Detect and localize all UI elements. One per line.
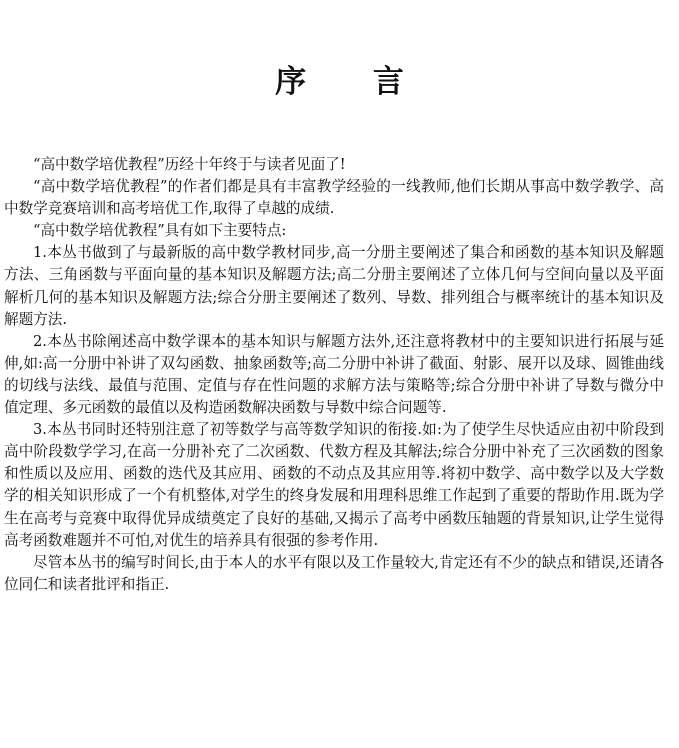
preface-body [4, 154, 664, 596]
paragraph-closing: 尽管本丛书的编写时间长,由于本人的水平有限以及工作量较大,肯定还有不少的缺点和错误,还请各位同仁和读者批评和指正. [4, 553, 664, 593]
page-title: 序 言 [275, 64, 432, 100]
paragraph-features-lead: “高中数学培优教程”具有如下主要特点: [33, 222, 287, 240]
paragraph-authors: “高中数学培优教程”的作者们都是具有丰富教学经验的一线教师,他们长期从事高中数学教学、高中数学竞赛培训和高考培优工作,取得了卓越的成绩. [4, 178, 664, 218]
paragraph-feature-2: 2.本丛书除阐述高中数学课本的基本知识与解题方法外,还注意将教材中的主要知识进行拓展与延伸,如:高一分册中补讲了双勾函数、抽象函数等;高二分册中补讲了截面、射影、展开以及球、圆锥曲线的切线与法线、最值与范围、定值与存在性问题的求解方法与策略等;综合分册中补讲了导数与微分中值定理、多元函数的最值以及构造函数解决函数与导数中综合问题等. [4, 332, 664, 417]
paragraph-feature-1: 1.本丛书做到了与最新版的高中数学教材同步,高一分册主要阐述了集合和函数的基本知识及解题方法、三角函数与平面向量的基本知识及解题方法;高二分册主要阐述了立体几何与空间向量以及平面解析几何的基本知识及解题方法;综合分册主要阐述了数列、导数、排列组合与概率统计的基本知识及解题方法. [4, 244, 664, 328]
paragraph-feature-3: 3.本丛书同时还特别注意了初等数学与高等数学知识的衔接.如:为了使学生尽快适应由初中阶段到高中阶段数学学习,在高一分册补充了二次函数、代数方程及其解法;综合分册中补充了三次函数的图象和性质以及应用、函数的迭代及其应用、函数的不动点及其应用等.将初中数学、高中数学以及大学数学的相关知识形成了一个有机整体,对学生的终身发展和用理科思维工作起到了重要的帮助作用.既为学生在高考与竞赛中取得优异成绩奠定了良好的基础,又揭示了高考中函数压轴题的背景知识,让学生觉得高考函数难题并不可怕,对优生的培养具有很强的参考作用. [4, 421, 664, 549]
paragraph-intro: “高中数学培优教程”历经十年终于与读者见面了! [33, 156, 346, 173]
